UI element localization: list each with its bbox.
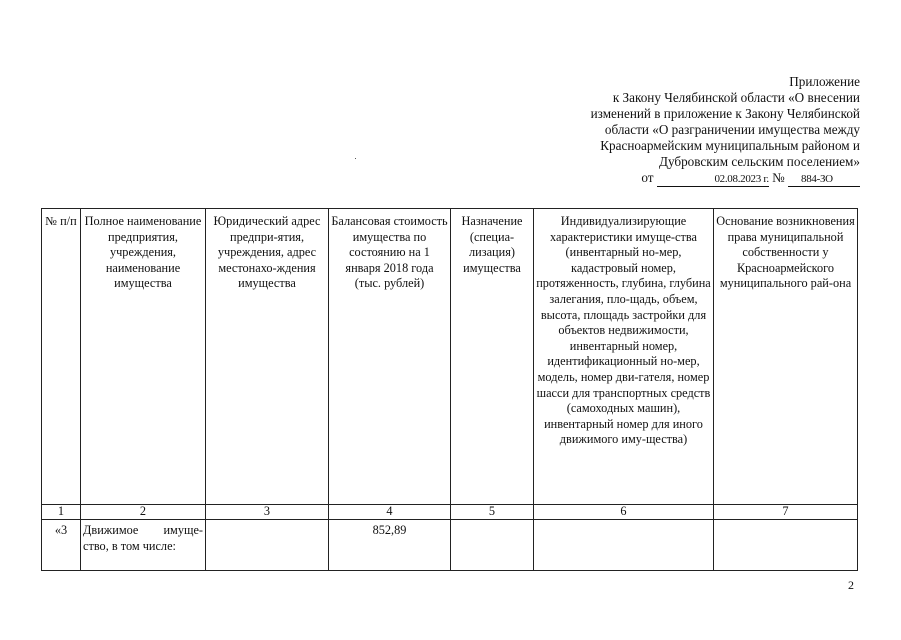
header-line: изменений в приложение к Закону Челябинской <box>590 105 860 121</box>
law-number: 884-ЗО <box>801 173 833 186</box>
header-line: Приложение <box>789 74 860 89</box>
header-line: Дубровским сельским поселением» <box>658 153 860 169</box>
from-label: от <box>641 170 654 186</box>
row-name-cell: Движимое имуще-ство, в том числе: <box>81 520 206 571</box>
property-table <box>41 208 858 571</box>
column-number: 6 <box>534 505 714 520</box>
header-cell-name: Полное наименование предприятия, учреждения, наименование имущества <box>81 209 206 505</box>
header-line: к Закону Челябинской области «О внесении <box>612 89 860 105</box>
table-row <box>42 520 858 571</box>
column-number: 3 <box>206 505 329 520</box>
law-date-number-line <box>540 170 860 187</box>
scan-speck <box>355 158 356 159</box>
header-cell-ownership-basis: Основание возникновения права муниципальной собственности у Красноармейского муниципального рай-она <box>714 209 858 505</box>
header-line: Красноармейским муниципальным районом и <box>600 137 860 153</box>
table-header-row <box>42 209 858 505</box>
row-purpose-cell <box>451 520 534 571</box>
column-number: 2 <box>81 505 206 520</box>
header-cell-balance-value: Балансовая стоимость имущества по состоянию на 1 января 2018 года (тыс. рублей) <box>329 209 451 505</box>
row-characteristics-cell <box>534 520 714 571</box>
row-address-cell <box>206 520 329 571</box>
row-balance-value-cell: 852,89 <box>329 520 451 571</box>
column-number: 1 <box>42 505 81 520</box>
row-number-cell: «3 <box>42 520 81 571</box>
document-header <box>540 74 860 187</box>
column-number-row <box>42 505 858 520</box>
law-number-field <box>788 173 860 187</box>
header-cell-number: № п/п <box>42 209 81 505</box>
page-number: 2 <box>848 578 854 592</box>
number-label: № <box>772 170 785 186</box>
row-ownership-basis-cell <box>714 520 858 571</box>
header-cell-characteristics: Индивидуализирующие характеристики имуще-ства (инвентарный но-мер, кадастровый номер, протяженность, глубина, глубина залегания, пло-щадь, объем, высота, площадь застройки для объектов недвижимости, инвентарный номер, идентификационный но-мер, модель, номер дви-гателя, номер шасси для транспортных средств (самоходных машин), инвентарный номер для иного движимого иму-щества) <box>534 209 714 505</box>
header-cell-address: Юридический адрес предпри-ятия, учреждения, адрес местонахо-ждения имущества <box>206 209 329 505</box>
law-date: 02.08.2023 г. <box>657 173 769 187</box>
column-number: 5 <box>451 505 534 520</box>
column-number: 7 <box>714 505 858 520</box>
header-cell-purpose: Назначение (специа-лизация) имущества <box>451 209 534 505</box>
column-number: 4 <box>329 505 451 520</box>
header-line: области «О разграничении имущества между <box>604 121 860 137</box>
